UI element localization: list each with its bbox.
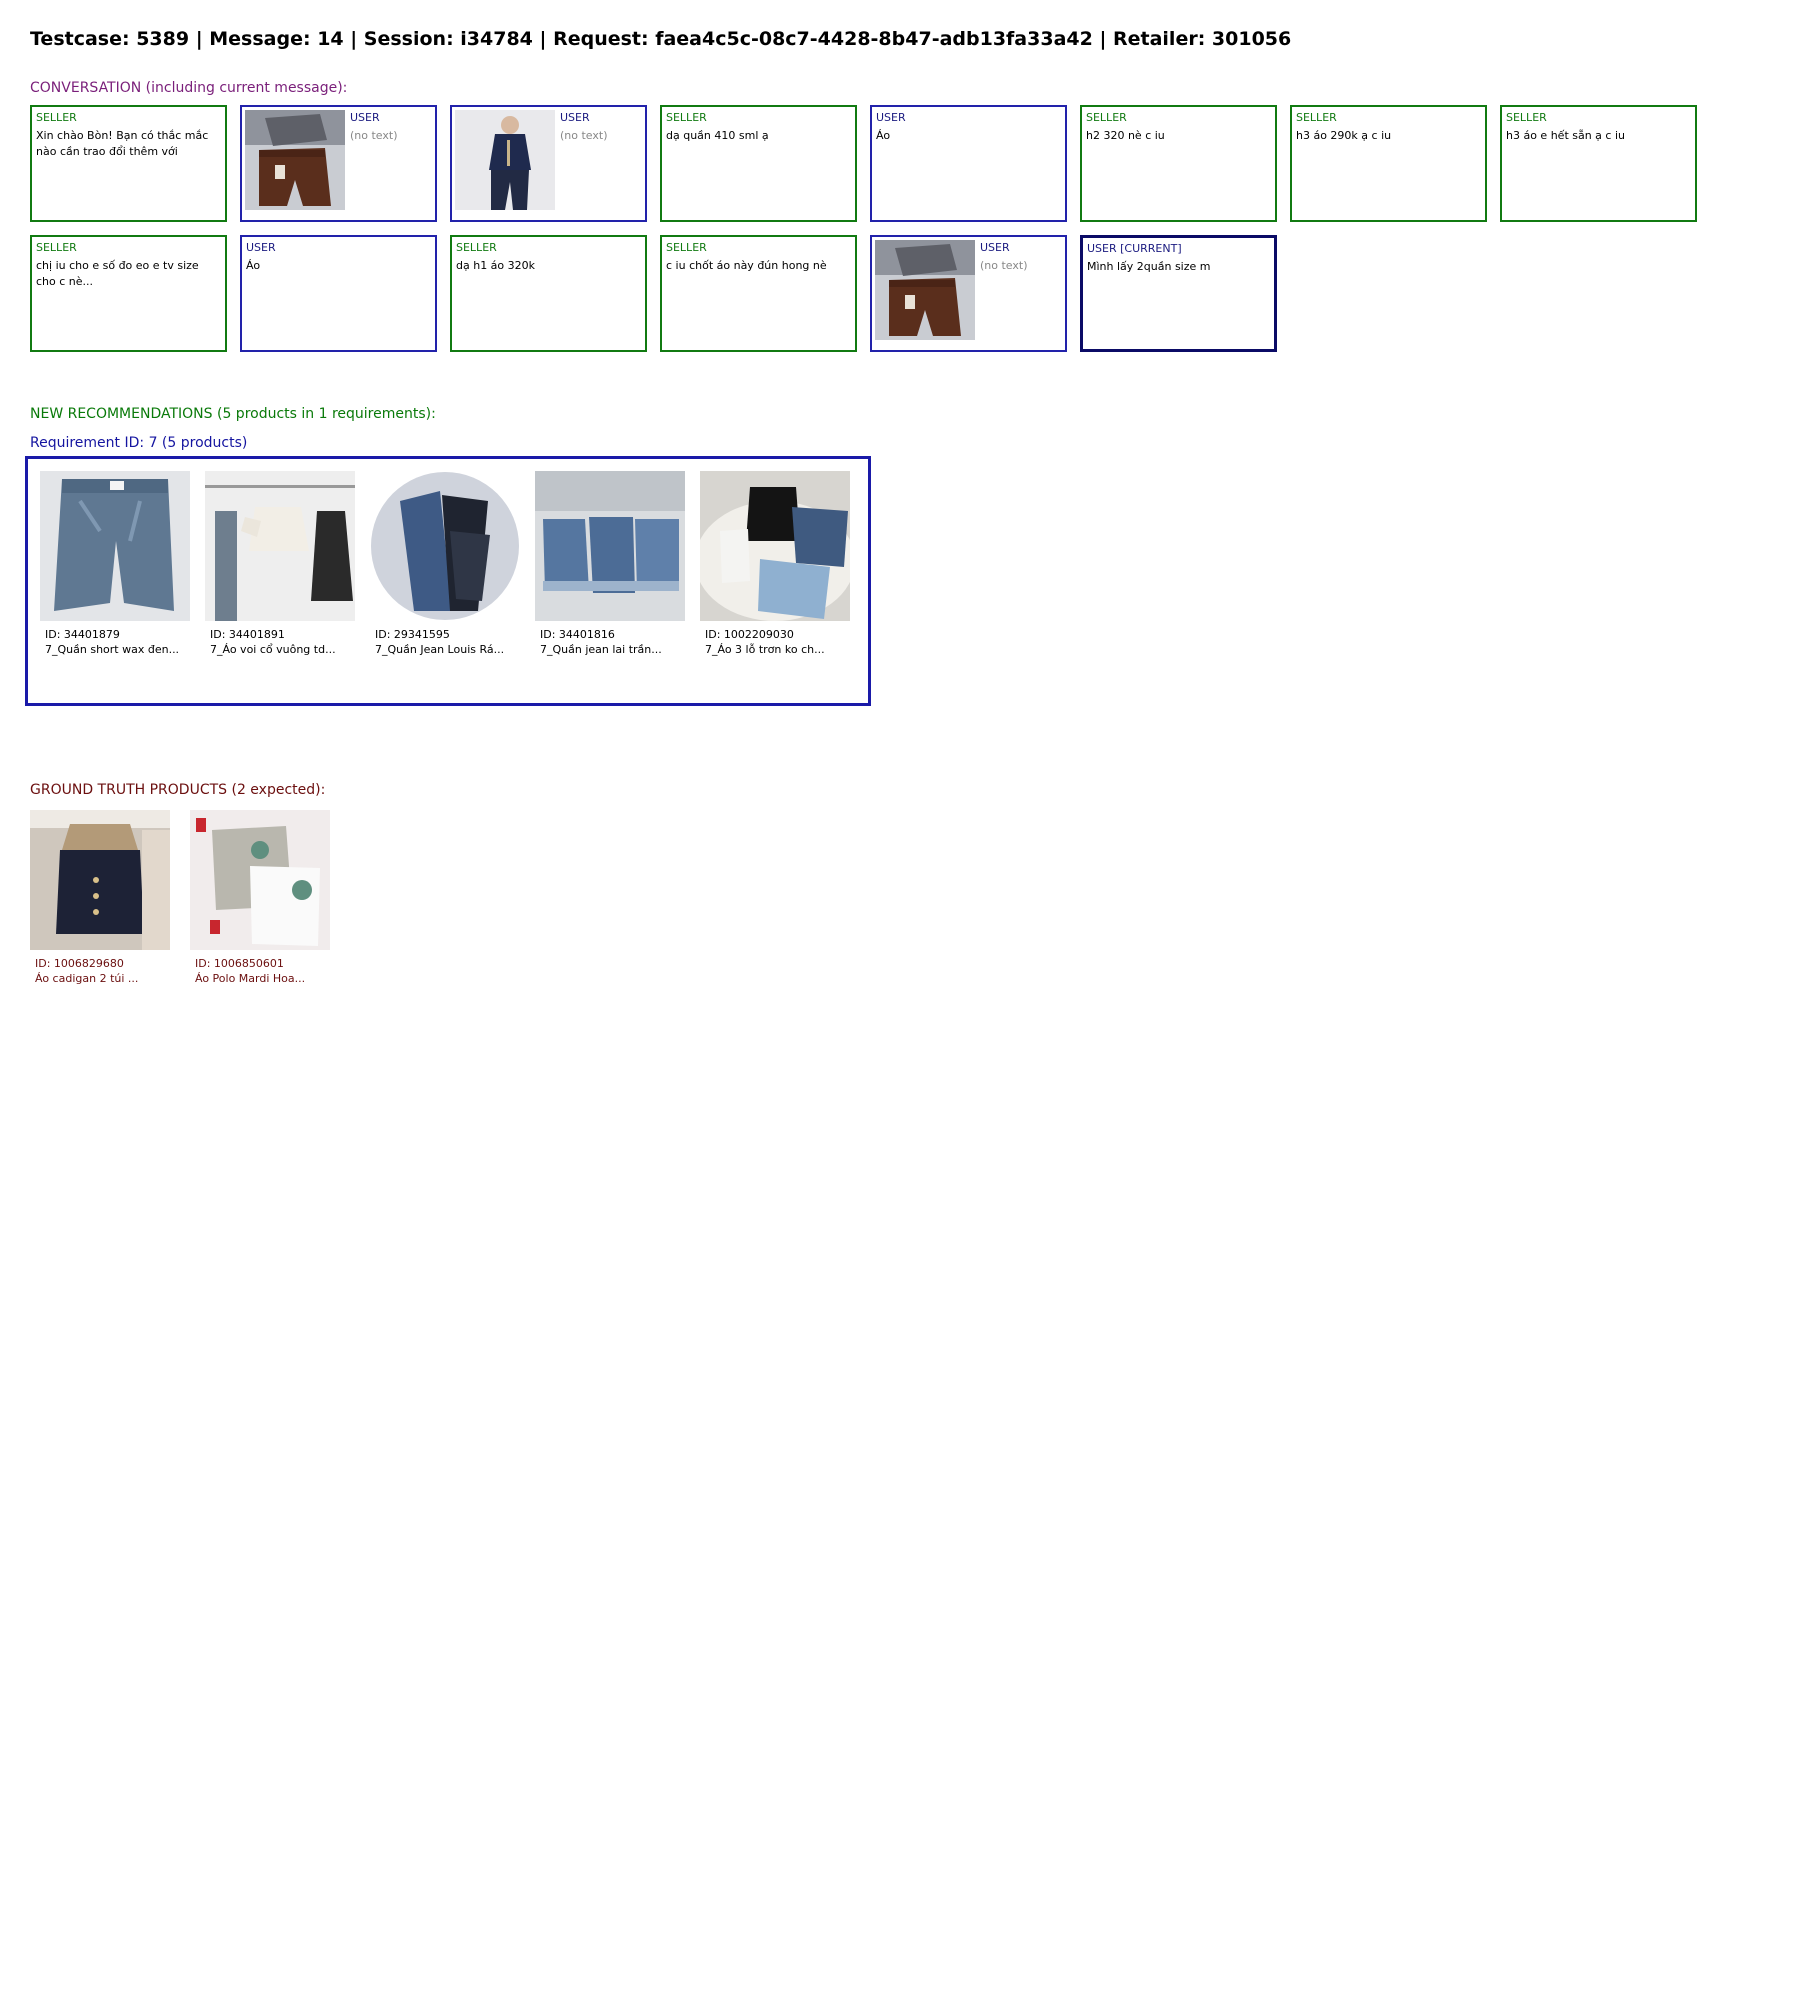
message-card — [450, 105, 647, 222]
message-text: (no text) — [350, 129, 398, 142]
message-text: Xin chào Bòn! Bạn có thắc mắc nào cần trao đổi thêm với — [36, 129, 209, 158]
message-role: SELLER — [666, 241, 707, 254]
message-card — [1080, 105, 1277, 222]
message-role: SELLER — [36, 241, 77, 254]
message-text: (no text) — [560, 129, 608, 142]
product-name: Áo cadigan 2 túi ... — [35, 972, 139, 985]
message-card — [870, 235, 1067, 352]
product-id: ID: 34401816 — [540, 628, 615, 641]
product-image-model-photo — [455, 110, 555, 210]
product-id: ID: 1002209030 — [705, 628, 794, 641]
product-card[interactable] — [535, 471, 685, 656]
message-role: SELLER — [1506, 111, 1547, 124]
message-role: SELLER — [456, 241, 497, 254]
message-card — [1290, 105, 1487, 222]
product-image-shorts-photo — [245, 110, 345, 210]
requirement-label: Requirement ID: 7 (5 products) — [30, 435, 248, 451]
ground-truth-heading: GROUND TRUTH PRODUCTS (2 expected): — [30, 782, 326, 798]
message-card — [30, 235, 227, 352]
product-id: ID: 1006850601 — [195, 957, 284, 970]
product-image-shorts-photo — [875, 240, 975, 340]
message-role: USER — [876, 111, 906, 124]
message-text: dạ quần 410 sml ạ — [666, 129, 769, 142]
product-image-off-shoulder-top — [205, 471, 355, 621]
message-role: SELLER — [1296, 111, 1337, 124]
message-card — [660, 235, 857, 352]
product-name: Áo Polo Mardi Hoa... — [195, 972, 306, 985]
message-role: USER — [560, 111, 590, 124]
message-role: USER [CURRENT] — [1087, 242, 1182, 255]
message-card — [240, 105, 437, 222]
message-text: h2 320 nè c iu — [1086, 129, 1165, 142]
recommendation-box — [25, 456, 871, 706]
product-id: ID: 34401879 — [45, 628, 120, 641]
product-card[interactable] — [40, 471, 190, 656]
product-id: ID: 1006829680 — [35, 957, 124, 970]
message-card — [240, 235, 437, 352]
message-text: chị iu cho e số đo eo e tv size cho c nè... — [36, 259, 199, 288]
message-card — [30, 105, 227, 222]
message-card — [870, 105, 1067, 222]
message-role: USER — [350, 111, 380, 124]
product-id: ID: 34401891 — [210, 628, 285, 641]
product-name: 7_Quần Jean Louis Rá... — [375, 643, 505, 656]
message-text: h3 áo e hết sẵn ạ c iu — [1506, 129, 1625, 142]
message-card — [1500, 105, 1697, 222]
message-card — [660, 105, 857, 222]
message-text: Áo — [246, 259, 261, 272]
message-role: SELLER — [1086, 111, 1127, 124]
product-image-cardigan — [30, 810, 170, 950]
message-text: Áo — [876, 129, 891, 142]
message-text: h3 áo 290k ạ c iu — [1296, 129, 1392, 142]
page-title: Testcase: 5389 | Message: 14 | Session: i34784 | Request: faea4c5c-08c7-4428-8b47-adb13fa33a42 | Retailer: 301056 — [30, 28, 1292, 50]
current-message-card — [1080, 235, 1277, 352]
product-name: 7_Quần short wax đen... — [45, 643, 180, 656]
message-card — [450, 235, 647, 352]
conversation-heading: CONVERSATION (including current message): — [30, 80, 348, 96]
message-text: Mình lấy 2quần size m — [1087, 260, 1211, 273]
product-name: 7_Áo 3 lỗ trơn ko ch... — [705, 643, 825, 656]
message-role: SELLER — [666, 111, 707, 124]
product-image-denim-shorts — [40, 471, 190, 621]
product-card[interactable] — [370, 471, 520, 656]
product-image-polo — [190, 810, 330, 950]
message-role: USER — [246, 241, 276, 254]
product-name: 7_Áo voi cổ vuông td... — [210, 643, 336, 656]
product-id: ID: 29341595 — [375, 628, 450, 641]
product-image-rolled-jeans — [535, 471, 685, 621]
ground-truth-product-card[interactable] — [190, 810, 330, 985]
product-image-tank-tops — [700, 471, 850, 621]
message-text: c iu chốt áo này đún hong nè — [666, 259, 827, 272]
product-image-jeans-circle — [370, 471, 520, 621]
message-text: dạ h1 áo 320k — [456, 259, 536, 272]
ground-truth-product-card[interactable] — [30, 810, 170, 985]
product-card[interactable] — [205, 471, 355, 656]
message-role: SELLER — [36, 111, 77, 124]
message-role: USER — [980, 241, 1010, 254]
recommendations-heading: NEW RECOMMENDATIONS (5 products in 1 requirements): — [30, 406, 436, 422]
product-name: 7_Quần jean lai trần... — [540, 643, 662, 656]
message-text: (no text) — [980, 259, 1028, 272]
product-card[interactable] — [700, 471, 850, 656]
